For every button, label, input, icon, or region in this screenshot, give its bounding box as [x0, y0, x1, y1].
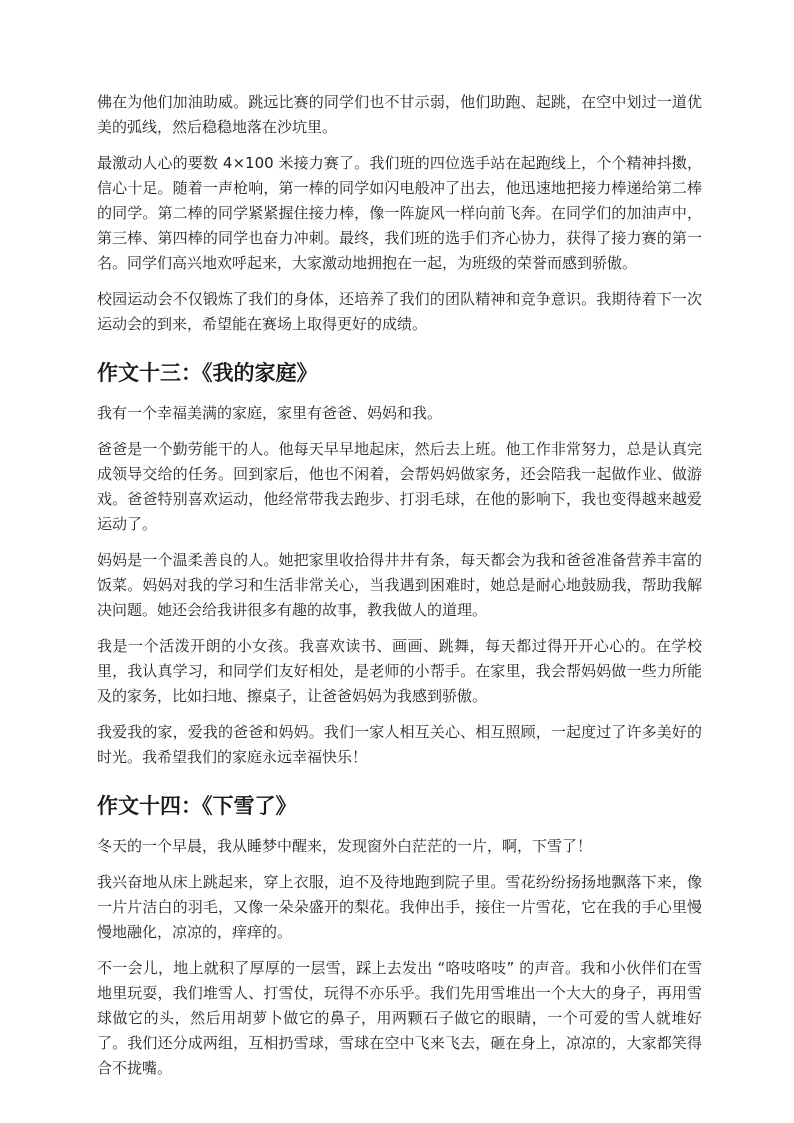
- paragraph: 我是一个活泼开朗的小女孩。我喜欢读书、画画、跳舞，每天都过得开开心心的。在学校里，我认真学习，和同学们友好相处，是老师的小帮手。在家里，我会帮妈妈做一些力所能及的家务，比如扫地、擦桌子，让爸爸妈妈为我感到骄傲。: [97, 637, 702, 705]
- essay-heading: 作文十四：《下雪了》: [97, 794, 297, 818]
- paragraph: 校园运动会不仅锻炼了我们的身体，还培养了我们的团队精神和竞争意识。我期待着下一次运动会的到来，希望能在赛场上取得更好的成绩。: [97, 290, 702, 333]
- paragraph: 佛在为他们加油助威。跳远比赛的同学们也不甘示弱，他们助跑、起跳，在空中划过一道优美的弧线，然后稳稳地落在沙坑里。: [97, 93, 702, 136]
- paragraph: 妈妈是一个温柔善良的人。她把家里收拾得井井有条，每天都会为我和爸爸准备营养丰富的饭菜。妈妈对我的学习和生活非常关心，当我遇到困难时，她总是耐心地鼓励我，帮助我解决问题。她还会给我讲很多有趣的故事，教我做人的道理。: [97, 551, 702, 619]
- document-page: [97, 90, 702, 1092]
- essay-heading: 作文十三：《我的家庭》: [97, 361, 318, 385]
- paragraph: 冬天的一个早晨，我从睡梦中醒来，发现窗外白茫茫的一片，啊，下雪了！: [97, 837, 593, 855]
- paragraph: 我兴奋地从床上跳起来，穿上衣服，迫不及待地跑到院子里。雪花纷纷扬扬地飘落下来，像一片片洁白的羽毛，又像一朵朵盛开的梨花。我伸出手，接住一片雪花，它在我的手心里慢慢地融化，凉凉的，痒痒的。: [97, 873, 702, 941]
- paragraph: 最激动人心的要数 4×100 米接力赛了。我们班的四位选手站在起跑线上，个个精神抖擞，信心十足。随着一声枪响，第一棒的同学如闪电般冲了出去，他迅速地把接力棒递给第二棒的同学。第二棒的同学紧紧握住接力棒，像一阵旋风一样向前飞奔。在同学们的加油声中，第三棒、第四棒的同学也奋力冲刺。最终，我们班的选手们齐心协力，获得了接力赛的第一名。同学们高兴地欢呼起来，大家激动地拥抱在一起，为班级的荣誉而感到骄傲。: [97, 154, 702, 272]
- paragraph: 爸爸是一个勤劳能干的人。他每天早早地起床，然后去上班。他工作非常努力，总是认真完成领导交给的任务。回到家后，他也不闲着，会帮妈妈做家务，还会陪我一起做作业、做游戏。爸爸特别喜欢运动，他经常带我去跑步、打羽毛球，在他的影响下，我也变得越来越爱运动了。: [97, 440, 702, 533]
- paragraph: 我爱我的家，爱我的爸爸和妈妈。我们一家人相互关心、相互照顾，一起度过了许多美好的时光。我希望我们的家庭永远幸福快乐！: [97, 723, 702, 766]
- paragraph: 我有一个幸福美满的家庭，家里有爸爸、妈妈和我。: [97, 404, 443, 422]
- paragraph: 不一会儿，地上就积了厚厚的一层雪，踩上去发出 “咯吱咯吱” 的声音。我和小伙伴们在雪地里玩耍，我们堆雪人、打雪仗，玩得不亦乐乎。我们先用雪堆出一个大大的身子，再用雪球做它的头，然后用胡萝卜做它的鼻子，用两颗石子做它的眼睛，一个可爱的雪人就堆好了。我们还分成两组，互相扔雪球，雪球在空中飞来飞去，砸在身上，凉凉的，大家都笑得合不拢嘴。: [97, 959, 702, 1077]
